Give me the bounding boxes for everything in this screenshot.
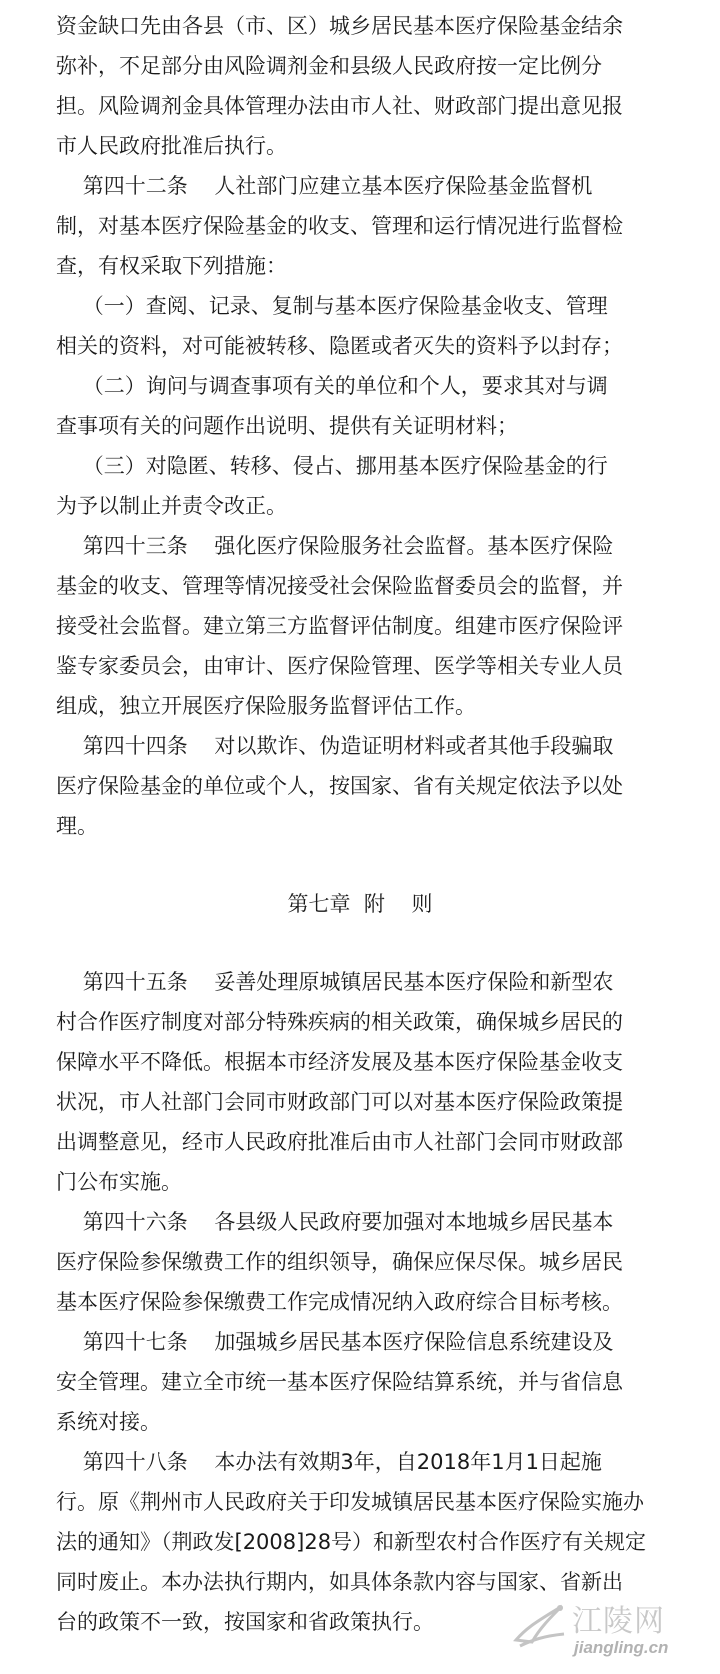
text-line: 医疗保险基金的单位或个人，按国家、省有关规定依法予以处 bbox=[56, 774, 623, 798]
text-line: 为予以制止并责令改正。 bbox=[56, 494, 287, 518]
crane-logo-icon bbox=[510, 1596, 570, 1656]
text-line: 弥补，不足部分由风险调剂金和县级人民政府按一定比例分 bbox=[56, 54, 602, 78]
text-line: 第四十六条 各县级人民政府要加强对本地城乡居民基本 bbox=[56, 1210, 614, 1234]
text-line: 鉴专家委员会，由审计、医疗保险管理、医学等相关专业人员 bbox=[56, 654, 623, 678]
text-line: 组成，独立开展医疗保险服务监督评估工作。 bbox=[56, 694, 476, 718]
text-line: 第四十四条 对以欺诈、伪造证明材料或者其他手段骗取 bbox=[56, 734, 614, 758]
text-line: 台的政策不一致，按国家和省政策执行。 bbox=[56, 1610, 434, 1634]
text-line: 系统对接。 bbox=[56, 1410, 161, 1434]
text-line: 门公布实施。 bbox=[56, 1170, 182, 1194]
text-line: （二）询问与调查事项有关的单位和个人，要求其对与调 bbox=[56, 374, 608, 398]
watermark-url: jiangling.cn bbox=[574, 1638, 669, 1657]
text-line: 第四十二条 人社部门应建立基本医疗保险基金监督机 bbox=[56, 174, 593, 198]
text-line: 资金缺口先由各县（市、区）城乡居民基本医疗保险基金结余 bbox=[56, 14, 623, 38]
text-line: （三）对隐匿、转移、侵占、挪用基本医疗保险基金的行 bbox=[56, 454, 608, 478]
text-block-2 bbox=[56, 962, 676, 1642]
text-line: 制，对基本医疗保险基金的收支、管理和运行情况进行监督检 bbox=[56, 214, 623, 238]
text-line: 理。 bbox=[56, 814, 98, 838]
text-line: 市人民政府批准后执行。 bbox=[56, 134, 287, 158]
text-line: 基本医疗保险参保缴费工作完成情况纳入政府综合目标考核。 bbox=[56, 1290, 623, 1314]
text-line: 接受社会监督。建立第三方监督评估制度。组建市医疗保险评 bbox=[56, 614, 623, 638]
watermark bbox=[510, 1586, 710, 1668]
text-line: 安全管理。建立全市统一基本医疗保险结算系统，并与省信息 bbox=[56, 1370, 623, 1394]
text-line: 出调整意见，经市人民政府批准后由市人社部门会同市财政部 bbox=[56, 1130, 623, 1154]
document-body bbox=[56, 6, 676, 846]
text-line: （一）查阅、记录、复制与基本医疗保险基金收支、管理 bbox=[56, 294, 608, 318]
watermark-title: 江陵网 bbox=[572, 1604, 665, 1639]
text-line: 行。原《荆州市人民政府关于印发城镇居民基本医疗保险实施办 bbox=[56, 1490, 644, 1514]
text-line: 村合作医疗制度对部分特殊疾病的相关政策，确保城乡居民的 bbox=[56, 1010, 623, 1034]
text-line: 相关的资料，对可能被转移、隐匿或者灭失的资料予以封存； bbox=[56, 334, 623, 358]
text-line: 担。风险调剂金具体管理办法由市人社、财政部门提出意见报 bbox=[56, 94, 623, 118]
text-line: 状况，市人社部门会同市财政部门可以对基本医疗保险政策提 bbox=[56, 1090, 623, 1114]
text-line: 保障水平不降低。根据本市经济发展及基本医疗保险基金收支 bbox=[56, 1050, 623, 1074]
text-line: 查，有权采取下列措施： bbox=[56, 254, 287, 278]
text-line: 第四十三条 强化医疗保险服务社会监督。基本医疗保险 bbox=[56, 534, 614, 558]
chapter-heading: 第七章 附 则 bbox=[287, 892, 433, 916]
text-line: 基金的收支、管理等情况接受社会保险监督委员会的监督，并 bbox=[56, 574, 623, 598]
text-line: 第四十七条 加强城乡居民基本医疗保险信息系统建设及 bbox=[56, 1330, 614, 1354]
text-line: 法的通知》（荆政发[2008]28号）和新型农村合作医疗有关规定 bbox=[56, 1530, 647, 1554]
text-line: 查事项有关的问题作出说明、提供有关证明材料； bbox=[56, 414, 518, 438]
text-line: 医疗保险参保缴费工作的组织领导，确保应保尽保。城乡居民 bbox=[56, 1250, 623, 1274]
text-block-1 bbox=[56, 6, 676, 846]
text-line: 同时废止。本办法执行期内，如具体条款内容与国家、省新出 bbox=[56, 1570, 623, 1594]
text-line: 第四十五条 妥善处理原城镇居民基本医疗保险和新型农 bbox=[56, 970, 614, 994]
text-line: 第四十八条 本办法有效期3年，自2018年1月1日起施 bbox=[56, 1450, 602, 1474]
